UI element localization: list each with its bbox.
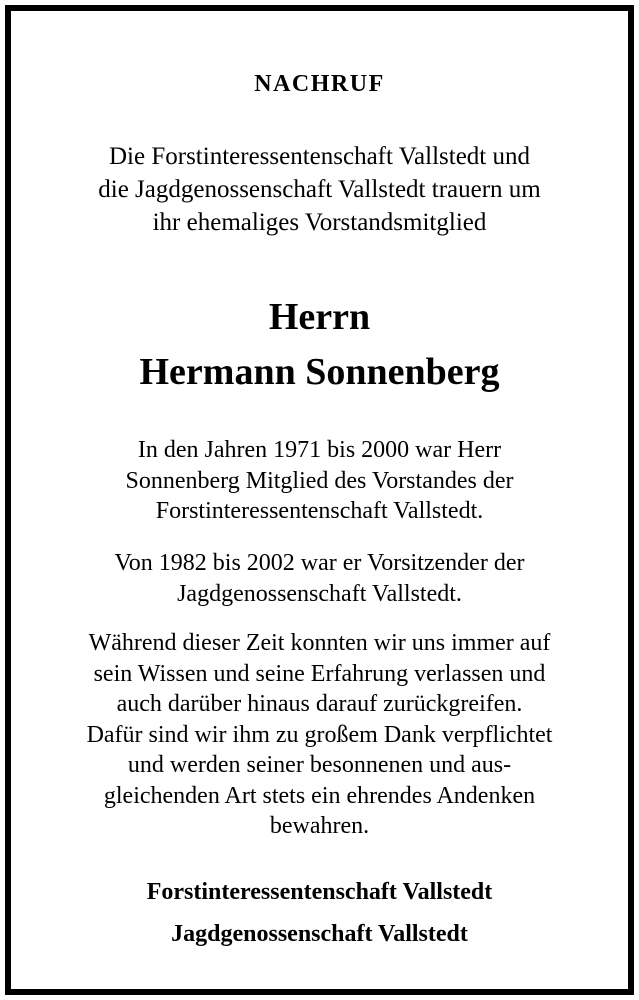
paragraph-line: Dafür sind wir ihm zu großem Dank verpflichtet <box>86 721 553 748</box>
intro-line: Die Forstinteressentenschaft Vallstedt und <box>109 143 530 170</box>
paragraph-line: Sonnenberg Mitglied des Vorstandes der <box>125 467 514 494</box>
deceased-name: Hermann Sonnenberg <box>139 351 500 393</box>
intro-line: die Jagdgenossenschaft Vallstedt trauern um <box>98 176 541 203</box>
paragraph-line: Jagdgenossenschaft Vallstedt. <box>177 580 462 607</box>
paragraph-gratitude <box>11 628 628 842</box>
paragraph-line: auch darüber hinaus darauf zurückgreifen. <box>116 691 523 717</box>
notice-heading: NACHRUF <box>254 71 385 97</box>
signature-forest-association: Forstinteressentenschaft Vallstedt <box>146 879 493 905</box>
paragraph-line: gleichenden Art stets ein ehrendes Andenken <box>103 782 536 809</box>
intro-line: ihr ehemaliges Vorstandsmitglied <box>152 209 487 236</box>
obituary-notice <box>5 5 634 995</box>
paragraph-line: Während dieser Zeit konnten wir uns immer auf <box>88 630 551 656</box>
paragraph-line: und werden seiner besonnenen und aus- <box>127 752 512 778</box>
salutation: Herrn <box>268 296 371 338</box>
paragraph-board-membership <box>11 435 628 527</box>
intro-text <box>11 140 628 239</box>
paragraph-line: bewahren. <box>269 813 370 839</box>
paragraph-line: sein Wissen und seine Erfahrung verlassen und <box>93 660 546 687</box>
signature-hunting-association: Jagdgenossenschaft Vallstedt <box>171 921 468 947</box>
paragraph-line: Forstinteressentenschaft Vallstedt. <box>155 498 484 524</box>
paragraph-chairmanship <box>11 548 628 609</box>
paragraph-line: In den Jahren 1971 bis 2000 war Herr <box>137 437 502 463</box>
paragraph-line: Von 1982 bis 2002 war er Vorsitzender der <box>114 550 525 576</box>
